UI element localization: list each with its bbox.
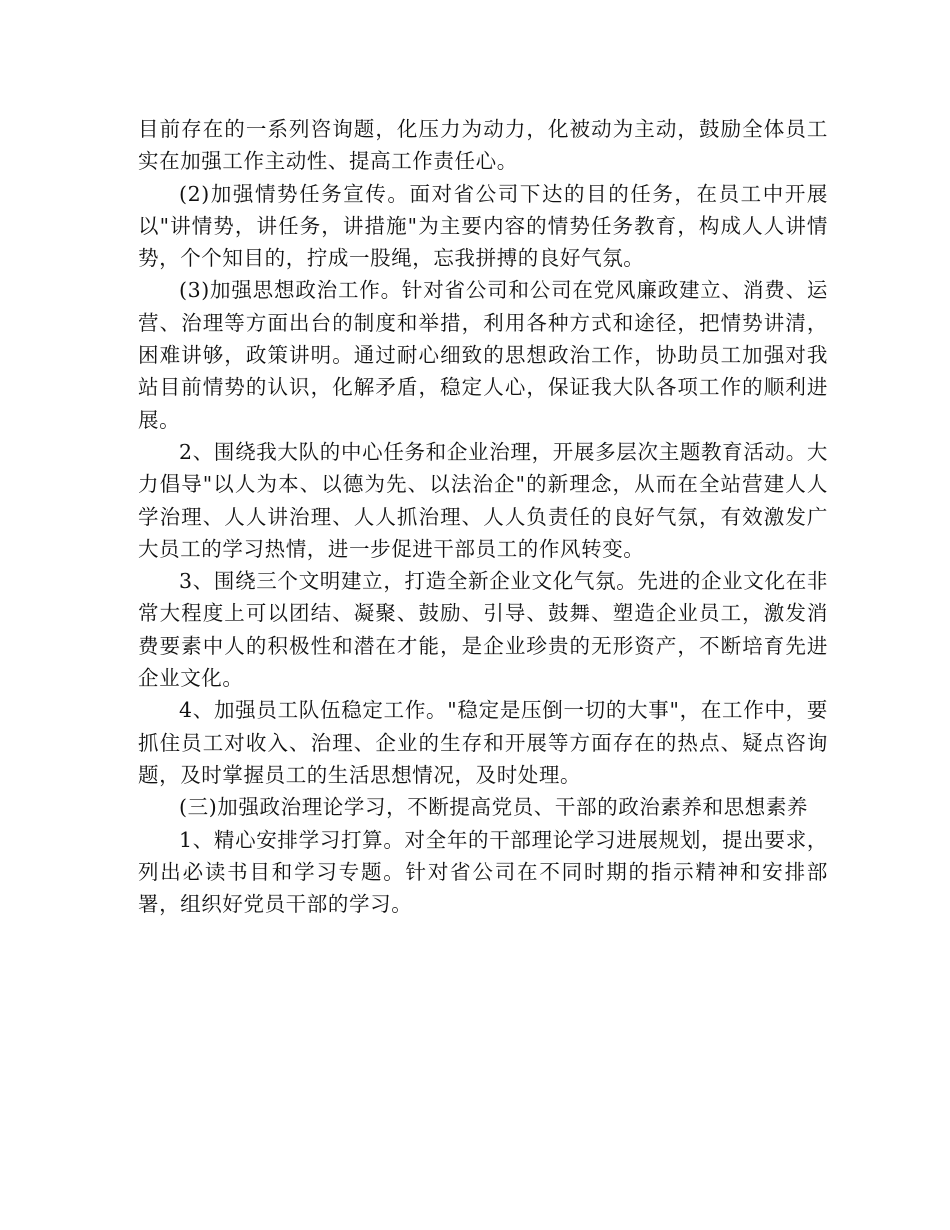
paragraph-workforce-stability: 4、加强员工队伍稳定工作。"稳定是压倒一切的大事"，在工作中，要抓住员工对收入、治理、企业的生存和开展等方面存在的热点、疑点咨询题，及时掌握员工的生活思想情况，及时处理。 xyxy=(138,698,828,787)
paragraph-section-heading-theory-study: (三)加强政治理论学习，不断提高党员、干部的政治素养和思想素养 xyxy=(179,795,809,820)
paragraph-situation-publicity: (2)加强情势任务宣传。面对省公司下达的目的任务，在员工中开展以"讲情势，讲任务，讲措施"为主要内容的情势任务教育，构成人人讲情势，个个知目的，拧成一股绳，忘我拼搏的良好气氛。 xyxy=(138,181,828,271)
paragraph-political-work: (3)加强思想政治工作。针对省公司和公司在党风廉政建立、消费、运营、治理等方面出台的制度和举措，利用各种方式和途径，把情势讲清，困难讲够，政策讲明。通过耐心细致的思想政治工作，协助员工加强对我站目前情势的认识，化解矛盾，稳定人心，保证我大队各项工作的顺利进展。 xyxy=(138,278,828,432)
paragraph-theme-education: 2、围绕我大队的中心任务和企业治理，开展多层次主题教育活动。大力倡导"以人为本、以德为先、以法治企"的新理念，从而在全站营建人人学治理、人人讲治理、人人抓治理、人人负责任的良好气氛，有效激发广大员工的学习热情，进一步促进干部员工的作风转变。 xyxy=(138,439,828,561)
paragraph-corporate-culture: 3、围绕三个文明建立，打造全新企业文化气氛。先进的企业文化在非常大程度上可以团结、凝聚、鼓励、引导、鼓舞、塑造企业员工，激发消费要素中人的积极性和潜在才能，是企业珍贵的无形资产，不断培育先进企业文化。 xyxy=(138,569,828,691)
document-body xyxy=(138,113,828,920)
paragraph-study-plan: 1、精心安排学习打算。对全年的干部理论学习进展规划，提出要求，列出必读书目和学习专题。针对省公司在不同时期的指示精神和安排部署，组织好党员干部的学习。 xyxy=(138,827,828,917)
paragraph-continuation: 目前存在的一系列咨询题，化压力为动力，化被动为主动，鼓励全体员工实在加强工作主动性、提高工作责任心。 xyxy=(138,117,828,174)
